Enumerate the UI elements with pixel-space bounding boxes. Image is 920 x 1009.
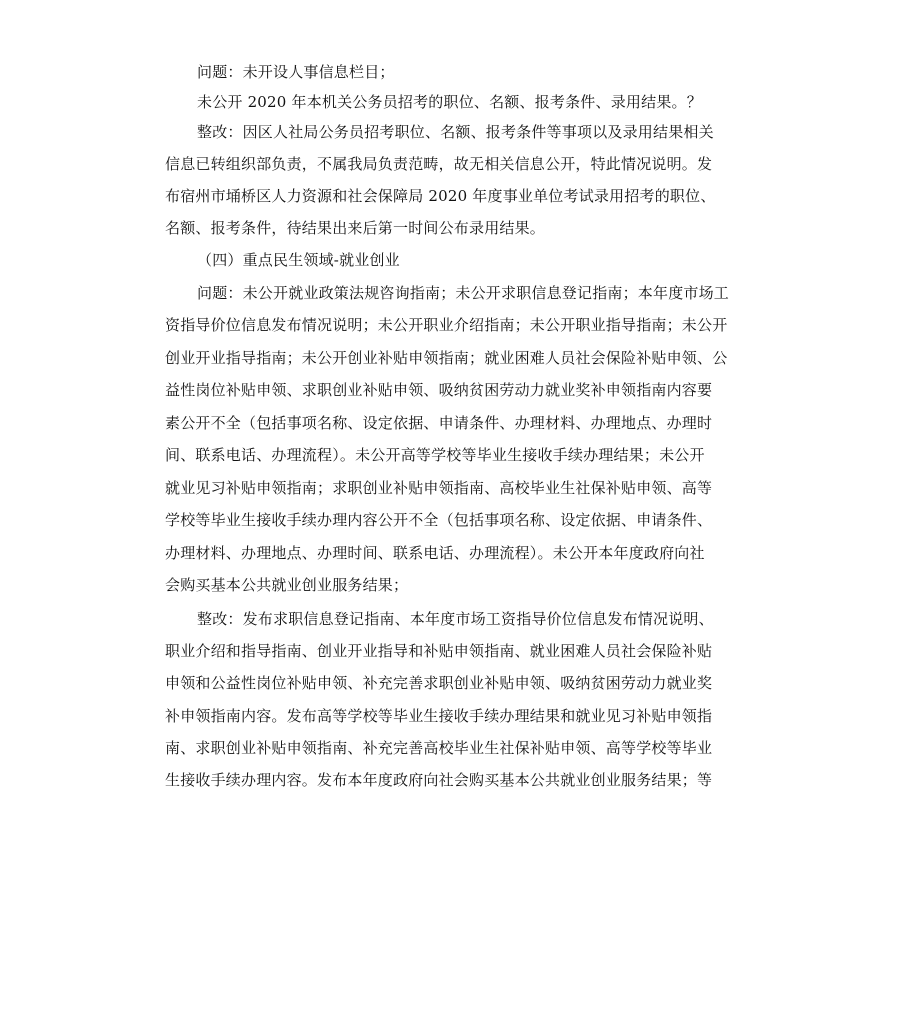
paragraph-line: 整改：因区人社局公务员招考职位、名额、报考条件等事项以及录用结果相关 (197, 123, 714, 141)
paragraph-line: 会购买基本公共就业创业服务结果； (165, 576, 409, 594)
paragraph-line: 补申领指南内容。发布高等学校等毕业生接收手续办理结果和就业见习补贴申领指 (165, 707, 713, 725)
paragraph-line: 创业开业指导指南；未公开创业补贴申领指南；就业困难人员社会保险补贴申领、公 (165, 349, 728, 367)
paragraph-line: 问题：未开设人事信息栏目； (197, 63, 395, 81)
paragraph-line: 资指导价位信息发布情况说明；未公开职业介绍指南；未公开职业指导指南；未公开 (165, 316, 728, 334)
paragraph-line: 就业见习补贴申领指南；求职创业补贴申领指南、高校毕业生社保补贴申领、高等 (165, 479, 713, 497)
paragraph-line: 布宿州市埇桥区人力资源和社会保障局 2020 年度事业单位考试录用招考的职位、 (165, 187, 716, 205)
paragraph-line: 间、联系电话、办理流程）。未公开高等学校等毕业生接收手续办理结果；未公开 (165, 446, 705, 464)
paragraph-line: 未公开 2020 年本机关公务员招考的职位、名额、报考条件、录用结果。？ (197, 93, 702, 111)
paragraph-line: 信息已转组织部负责，不属我局负责范畴，故无相关信息公开，特此情况说明。发 (165, 155, 713, 173)
paragraph-line: 办理材料、办理地点、办理时间、联系电话、办理流程）。未公开本年度政府向社 (165, 544, 705, 562)
paragraph-line: 学校等毕业生接收手续办理内容公开不全（包括事项名称、设定依据、申请条件、 (165, 511, 713, 529)
paragraph-line: 申领和公益性岗位补贴申领、补充完善求职创业补贴申领、吸纳贫困劳动力就业奖 (165, 674, 713, 692)
paragraph-line: 问题：未公开就业政策法规咨询指南；未公开求职信息登记指南；本年度市场工 (197, 284, 730, 302)
paragraph-line: 南、求职创业补贴申领指南、补充完善高校毕业生社保补贴申领、高等学校等毕业 (165, 739, 713, 757)
paragraph-line: 素公开不全（包括事项名称、设定依据、申请条件、办理材料、办理地点、办理时 (165, 414, 713, 432)
section-heading: （四）重点民生领域-就业创业 (197, 251, 400, 269)
paragraph-line: 名额、报考条件，待结果出来后第一时间公布录用结果。 (165, 219, 546, 237)
paragraph-line: 生接收手续办理内容。发布本年度政府向社会购买基本公共就业创业服务结果；等 (165, 771, 713, 789)
paragraph-line: 益性岗位补贴申领、求职创业补贴申领、吸纳贫困劳动力就业奖补申领指南内容要 (165, 381, 713, 399)
paragraph-line: 整改：发布求职信息登记指南、本年度市场工资指导价位信息发布情况说明、 (197, 610, 714, 628)
paragraph-line: 职业介绍和指导指南、创业开业指导和补贴申领指南、就业困难人员社会保险补贴 (165, 642, 713, 660)
